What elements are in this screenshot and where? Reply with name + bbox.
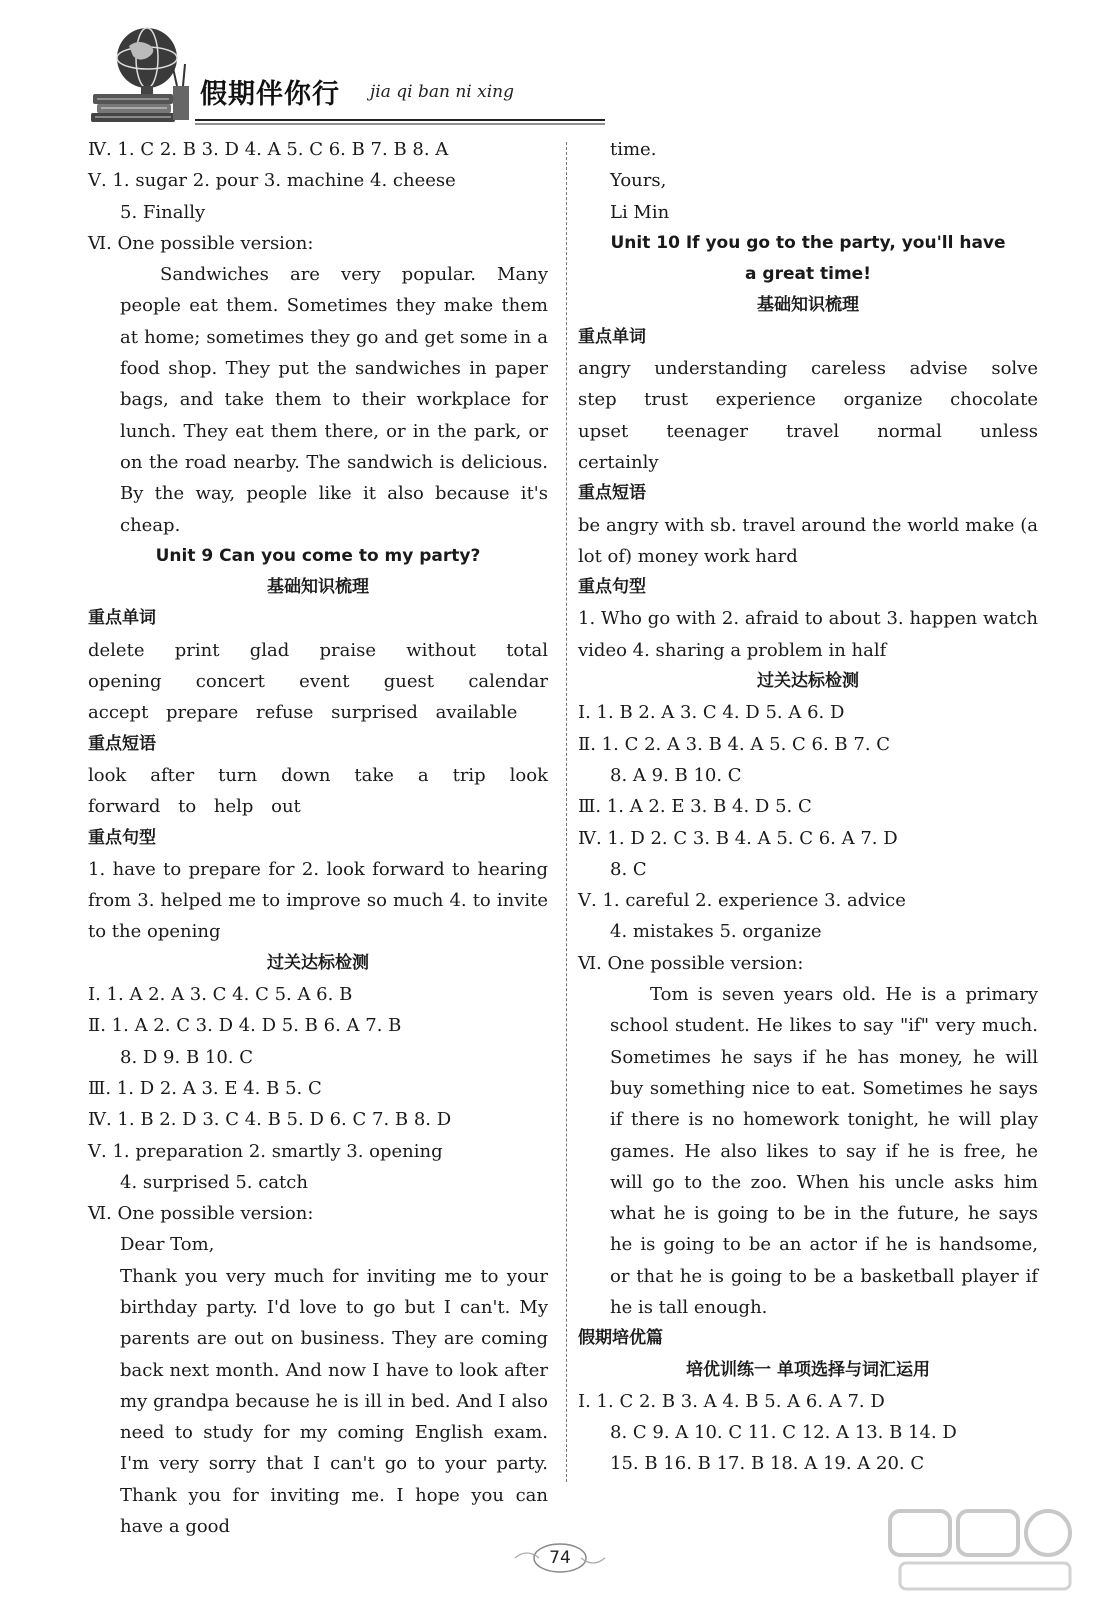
book-title: 假期伴你行 [200,79,340,110]
key-sentences: 1. Who go with 2. afraid to about 3. happen watch video 4. sharing a problem in half [578,608,1038,661]
answer-line: Ⅴ. 1. careful 2. experience 3. advice [578,890,906,912]
unit-10-title: Unit 10 If you go to the party, you'll have [610,232,1006,253]
answer-line: Ⅰ. 1. B 2. A 3. C 4. D 5. A 6. D [578,702,845,724]
answer-line: Ⅵ. One possible version: [88,232,314,254]
watermark-logo [880,1505,1080,1595]
letter-end: time. [610,139,657,160]
answer-line: Ⅳ. 1. D 2. C 3. B 4. A 5. C 6. A 7. D [578,827,898,849]
section-subtitle: 基础知识梳理 [267,577,369,598]
letter-body: Thank you very much for inviting me to your birthday party. I'd love to go but I can't. My parents are out on business. They are coming back next month. And now I have to look after my grandpa because he is ill in bed. And I also need to study for my coming English exam. I'm very sorry that I can't go to your party. Thank you for inviting me. I hope you can have a good [120,1265,548,1538]
training-heading: 培优训练一 单项选择与词汇运用 [686,1359,930,1380]
answer-line: Ⅴ. 1. sugar 2. pour 3. machine 4. cheese [88,170,456,192]
answer-line: Ⅳ. 1. C 2. B 3. D 4. A 5. C 6. B 7. B 8. A [88,139,449,160]
letter-greeting: Dear Tom, [120,1234,215,1256]
answer-line: Ⅲ. 1. D 2. A 3. E 4. B 5. C [88,1077,322,1099]
test-heading: 过关达标检测 [757,671,859,692]
page-number: 74 [505,1538,615,1578]
answer-line: 8. C 9. A 10. C 11. C 12. A 13. B 14. D [610,1422,957,1444]
answer-line: Ⅳ. 1. B 2. D 3. C 4. B 5. D 6. C 7. B 8. D [88,1109,452,1131]
answer-line: Ⅰ. 1. C 2. B 3. A 4. B 5. A 6. A 7. D [578,1390,885,1412]
key-words: angry understanding careless advise solve step trust experience organize chocolate upset teenager travel normal unless certainly [578,358,1038,473]
holiday-section-heading: 假期培优篇 [578,1328,663,1349]
answer-line: 4. mistakes 5. organize [610,921,822,943]
key-words-heading: 重点单词 [88,608,156,629]
answer-line: 8. C [610,858,647,880]
key-phrases-heading: 重点短语 [578,483,646,504]
letter-signature: Li Min [610,201,670,223]
right-column [578,134,1038,1480]
answer-line: Ⅲ. 1. A 2. E 3. B 4. D 5. C [578,796,812,818]
page-header [85,20,645,125]
essay-sandwiches: Sandwiches are very popular. Many people eat them. Sometimes they make them at home; sometimes they go and get some in a food shop. They put the sandwiches in paper bags, and take them to their workplace for lunch. They eat them there, or in the park, or on the road nearby. The sandwich is delicious. By the way, people like it also because it's cheap. [120,264,548,536]
answer-line: Ⅰ. 1. A 2. A 3. C 4. C 5. A 6. B [88,984,353,1006]
key-sentences-heading: 重点句型 [578,577,646,598]
left-column [88,134,548,1542]
key-sentences-heading: 重点句型 [88,827,156,848]
answer-line: Ⅵ. One possible version: [88,1203,314,1225]
unit-9-title: Unit 9 Can you come to my party? [155,545,481,566]
answer-line: Ⅵ. One possible version: [578,952,804,974]
test-heading: 过关达标检测 [267,952,369,973]
key-phrases: look after turn down take a trip look forward to help out [88,764,548,818]
unit-10-title-cont: a great time! [745,264,871,285]
books-globe-logo [85,20,645,125]
key-phrases: be angry with sb. travel around the world make (a lot of) money work hard [578,514,1038,567]
answer-line: 8. D 9. B 10. C [120,1046,254,1068]
key-sentences: 1. have to prepare for 2. look forward to hearing from 3. helped me to improve so much 4. to invite to the opening [88,858,548,943]
section-subtitle: 基础知识梳理 [757,295,859,316]
answer-line: 4. surprised 5. catch [120,1171,308,1193]
answer-line: 5. Finally [120,201,206,223]
key-words: delete print glad praise without total opening concert event guest calendar accept prepare refuse surprised available [88,639,548,724]
key-phrases-heading: 重点短语 [88,733,156,754]
answer-line: 8. A 9. B 10. C [610,764,742,786]
column-divider [566,142,567,1482]
book-title-pinyin: jia qi ban ni xing [370,82,514,102]
answer-line: Ⅱ. 1. C 2. A 3. B 4. A 5. C 6. B 7. C [578,733,891,755]
key-words-heading: 重点单词 [578,326,646,347]
essay-tom: Tom is seven years old. He is a primary school student. He likes to say "if" very much. Sometimes he says if he has money, he will buy something nice to eat. Sometimes he says if there is no homework tonight, he will play games. He also likes to say if he is free, he will go to the zoo. When his uncle asks him what he is going to be in the future, he says he is going to be an actor if he is handsome, or that he is going to be a basketball player if he is tall enough. [610,984,1038,1318]
letter-close: Yours, [610,170,667,192]
answer-line: Ⅴ. 1. preparation 2. smartly 3. opening [88,1140,443,1162]
answer-line: 15. B 16. B 17. B 18. A 19. A 20. C [610,1453,925,1475]
answer-line: Ⅱ. 1. A 2. C 3. D 4. D 5. B 6. A 7. B [88,1015,402,1037]
